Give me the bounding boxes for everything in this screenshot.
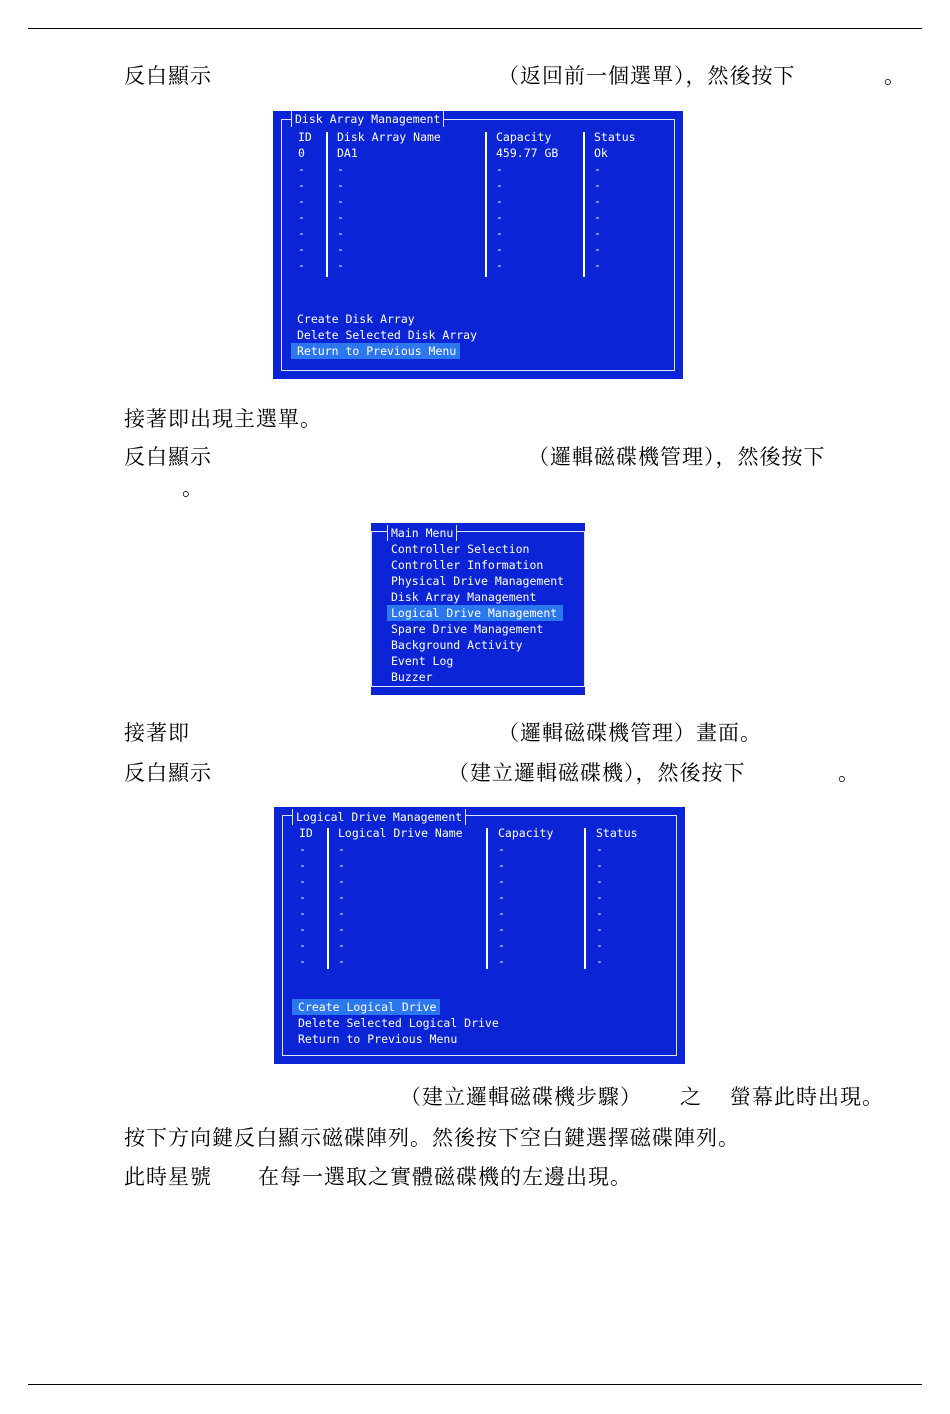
menu-item-controller-information[interactable]: Controller Information xyxy=(391,558,544,572)
create-logical-drive-option[interactable]: Create Logical Drive xyxy=(292,999,440,1015)
instruction-line-5c: 。 xyxy=(838,761,860,785)
instruction-line-8b: 在每一選取之實體磁碟機的左邊出現。 xyxy=(258,1165,632,1189)
column-divider xyxy=(583,132,585,277)
column-status-values: Ok - - - - - - - xyxy=(594,146,608,272)
header-id: ID xyxy=(299,826,313,840)
header-status: Status xyxy=(596,826,638,840)
column-divider xyxy=(327,828,329,969)
header-capacity: Capacity xyxy=(498,826,554,840)
instruction-line-3b: （邏輯磁碟機管理），然後按下 xyxy=(528,445,826,469)
instruction-line-7: 按下方向鍵反白顯示磁碟陣列。然後按下空白鍵選擇磁碟陣列。 xyxy=(124,1126,740,1150)
column-id-values: - - - - - - - - xyxy=(299,842,306,968)
menu-item-event-log[interactable]: Event Log xyxy=(391,654,454,668)
column-divider xyxy=(486,828,488,969)
disk-array-management-screen xyxy=(273,111,683,379)
menu-item-background-activity[interactable]: Background Activity xyxy=(391,638,523,652)
instruction-line-1c: 。 xyxy=(884,64,906,88)
header-status: Status xyxy=(594,130,636,144)
top-rule xyxy=(28,28,922,29)
instruction-line-6b: 之 xyxy=(680,1085,702,1109)
instruction-line-8a: 此時星號 xyxy=(124,1165,212,1189)
bottom-rule xyxy=(28,1384,922,1385)
column-divider xyxy=(326,132,328,277)
main-menu-screen xyxy=(371,523,585,695)
instruction-line-2: 接著即出現主選單。 xyxy=(124,407,322,431)
return-previous-menu-option[interactable]: Return to Previous Menu xyxy=(291,343,460,359)
header-name: Logical Drive Name xyxy=(338,826,463,840)
column-divider xyxy=(485,132,487,277)
menu-item-physical-drive-management[interactable]: Physical Drive Management xyxy=(391,574,565,588)
logical-drive-management-screen xyxy=(274,807,685,1064)
instruction-line-4b: （邏輯磁碟機管理）畫面。 xyxy=(498,721,762,745)
menu-item-buzzer[interactable]: Buzzer xyxy=(391,670,433,684)
create-disk-array-option[interactable]: Create Disk Array xyxy=(297,312,415,326)
instruction-line-5a: 反白顯示 xyxy=(124,761,212,785)
column-status-values: - - - - - - - - xyxy=(596,842,603,968)
instruction-line-3c: 。 xyxy=(182,476,204,500)
header-capacity: Capacity xyxy=(496,130,552,144)
header-id: ID xyxy=(298,130,312,144)
column-divider xyxy=(584,828,586,969)
instruction-line-5b: （建立邏輯磁碟機），然後按下 xyxy=(448,761,746,785)
return-previous-menu-option[interactable]: Return to Previous Menu xyxy=(298,1032,458,1046)
instruction-line-1a: 反白顯示 xyxy=(124,64,212,88)
instruction-line-6a: （建立邏輯磁碟機步驟） xyxy=(400,1085,642,1109)
menu-item-disk-array-management[interactable]: Disk Array Management xyxy=(391,590,537,604)
column-name-values[interactable]: - - - - - - - - xyxy=(338,842,345,968)
column-id-values: 0 - - - - - - - xyxy=(298,146,305,272)
menu-item-logical-drive-management[interactable]: Logical Drive Management xyxy=(387,605,563,621)
screen-title: Logical Drive Management xyxy=(292,809,466,825)
column-name-values[interactable]: DA1 - - - - - - - xyxy=(337,146,358,272)
delete-disk-array-option[interactable]: Delete Selected Disk Array xyxy=(297,328,478,342)
column-capacity-values: 459.77 GB - - - - - - - xyxy=(496,146,559,272)
menu-item-controller-selection[interactable]: Controller Selection xyxy=(391,542,530,556)
instruction-line-1b: （返回前一個選單），然後按下 xyxy=(498,64,796,88)
instruction-line-3a: 反白顯示 xyxy=(124,445,212,469)
header-name: Disk Array Name xyxy=(337,130,441,144)
instruction-line-6c: 螢幕此時出現。 xyxy=(730,1085,884,1109)
delete-logical-drive-option[interactable]: Delete Selected Logical Drive xyxy=(298,1016,499,1030)
column-capacity-values: - - - - - - - - xyxy=(498,842,505,968)
screen-title: Disk Array Management xyxy=(291,111,444,127)
instruction-line-4a: 接著即 xyxy=(124,721,190,745)
menu-item-spare-drive-management[interactable]: Spare Drive Management xyxy=(391,622,544,636)
screen-title: Main Menu xyxy=(387,525,457,541)
